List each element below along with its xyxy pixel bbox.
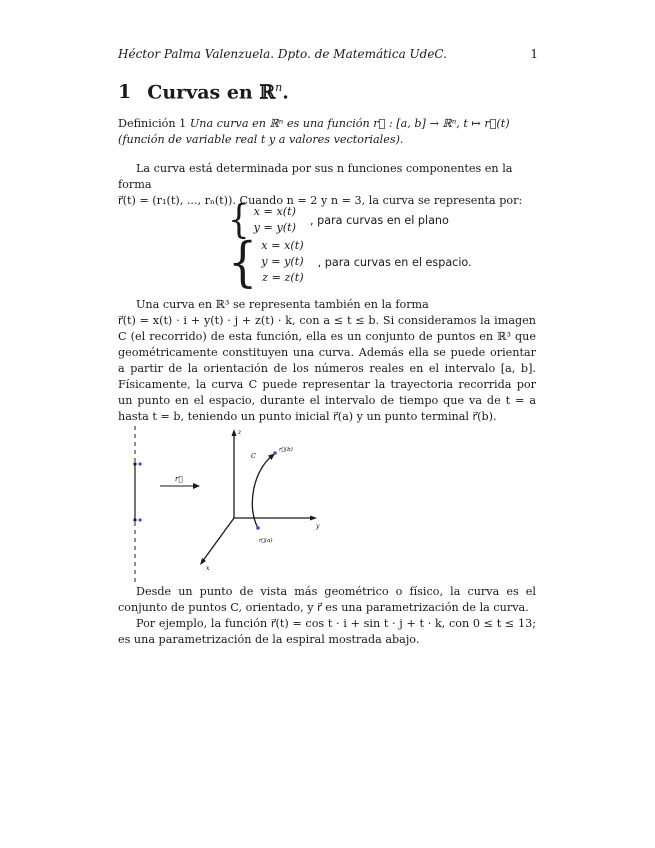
- definition-statement: Una curva en ℝⁿ es una función r⃗ : [a, b] → ℝⁿ, t ↦ r⃗(t): [189, 117, 510, 130]
- section-period: .: [282, 81, 289, 104]
- x-axis-label: x: [206, 565, 210, 572]
- mapping-arrow-head: [193, 483, 200, 489]
- time-point-a: [133, 518, 136, 521]
- curve-end-point: [273, 451, 277, 455]
- definition-note: (función de variable real t y a valores vectoriales).: [118, 133, 404, 146]
- paragraph-r3: [118, 297, 536, 425]
- section-heading: [118, 81, 289, 103]
- space-eq-x: x = x(t): [261, 239, 304, 252]
- curve-start-point: [256, 526, 260, 530]
- plane-note: , para curvas en el plano: [310, 213, 449, 227]
- curve-figure: [118, 424, 348, 586]
- running-title: Héctor Palma Valenzuela. Dpto. de Matemática UdeC.: [118, 47, 447, 61]
- system-space: [228, 230, 472, 294]
- left-brace: {: [228, 230, 258, 294]
- z-axis-label: z: [238, 429, 242, 436]
- plane-eq-x: x = x(t): [253, 205, 296, 218]
- curve-label: C: [251, 452, 256, 460]
- time-point-a-marker: [138, 518, 141, 521]
- running-header: [118, 47, 538, 61]
- left-brace: {: [228, 197, 250, 243]
- paragraph-components-line2: r⃗(t) = (r₁(t), ..., rₙ(t)). Cuando n = 2 y n = 3, la curva se representa por:: [118, 194, 523, 207]
- mapping-arrow-label: r⃗: [175, 475, 183, 483]
- paragraph-geometric: Desde un punto de vista más geométrico o físico, la curva es el conjunto de puntos C, orientado, y r⃗ es una parametrización de la curva.: [118, 585, 536, 614]
- definition-block: [118, 116, 536, 148]
- system-plane: [228, 197, 449, 243]
- section-title: Curvas en ℝ: [147, 81, 276, 104]
- curve-c: [252, 456, 272, 528]
- x-axis: [202, 518, 234, 562]
- page-number: 1: [530, 47, 538, 61]
- y-axis-label: y: [316, 523, 320, 530]
- z-axis-head: [232, 429, 237, 436]
- space-eq-z: z = z(t): [262, 271, 304, 284]
- start-point-label: r⃗(a): [259, 538, 273, 544]
- paragraph-example: Por ejemplo, la función r⃗(t) = cos t · i + sin t · j + t · k, con 0 ≤ t ≤ 13; es una parametrización de la espiral mostrada abajo.: [118, 617, 536, 646]
- space-note: , para curvas en el espacio.: [317, 255, 472, 269]
- section-exponent: n: [275, 81, 283, 94]
- time-point-b-marker: [138, 462, 141, 465]
- end-point-label: r⃗(b): [279, 447, 293, 453]
- paragraph-components: [118, 161, 536, 209]
- plane-eq-y: y = y(t): [253, 221, 296, 234]
- section-number: 1: [118, 81, 132, 104]
- x-axis-head: [200, 558, 206, 565]
- paragraph-r3-body: r⃗(t) = x(t) · i + y(t) · j + z(t) · k, con a ≤ t ≤ b. Si consideramos la imagen C (el recorrido) de esta función, ella es un conjunto de puntos en ℝ³ que geométricamente constituyen una curva. Además ella se puede orientar a partir de la orientación de los números reales en el intervalo [a, b]. Físicamente, la curva C puede representar la trayectoria recorrida por un punto en el espacio, durante el intervalo de tiempo que va de t = a hasta t = b, teniendo un punto inicial r⃗(a) y un punto terminal r⃗(b).: [118, 314, 536, 423]
- y-axis-head: [310, 516, 317, 521]
- paragraph-r3-line1: Una curva en ℝ³ se representa también en la forma: [136, 298, 429, 311]
- space-eq-y: y = y(t): [261, 255, 304, 268]
- paragraph-components-line1: La curva está determinada por sus n funciones componentes en la forma: [118, 162, 513, 191]
- time-point-b: [133, 462, 136, 465]
- definition-label: Definición 1: [118, 117, 187, 130]
